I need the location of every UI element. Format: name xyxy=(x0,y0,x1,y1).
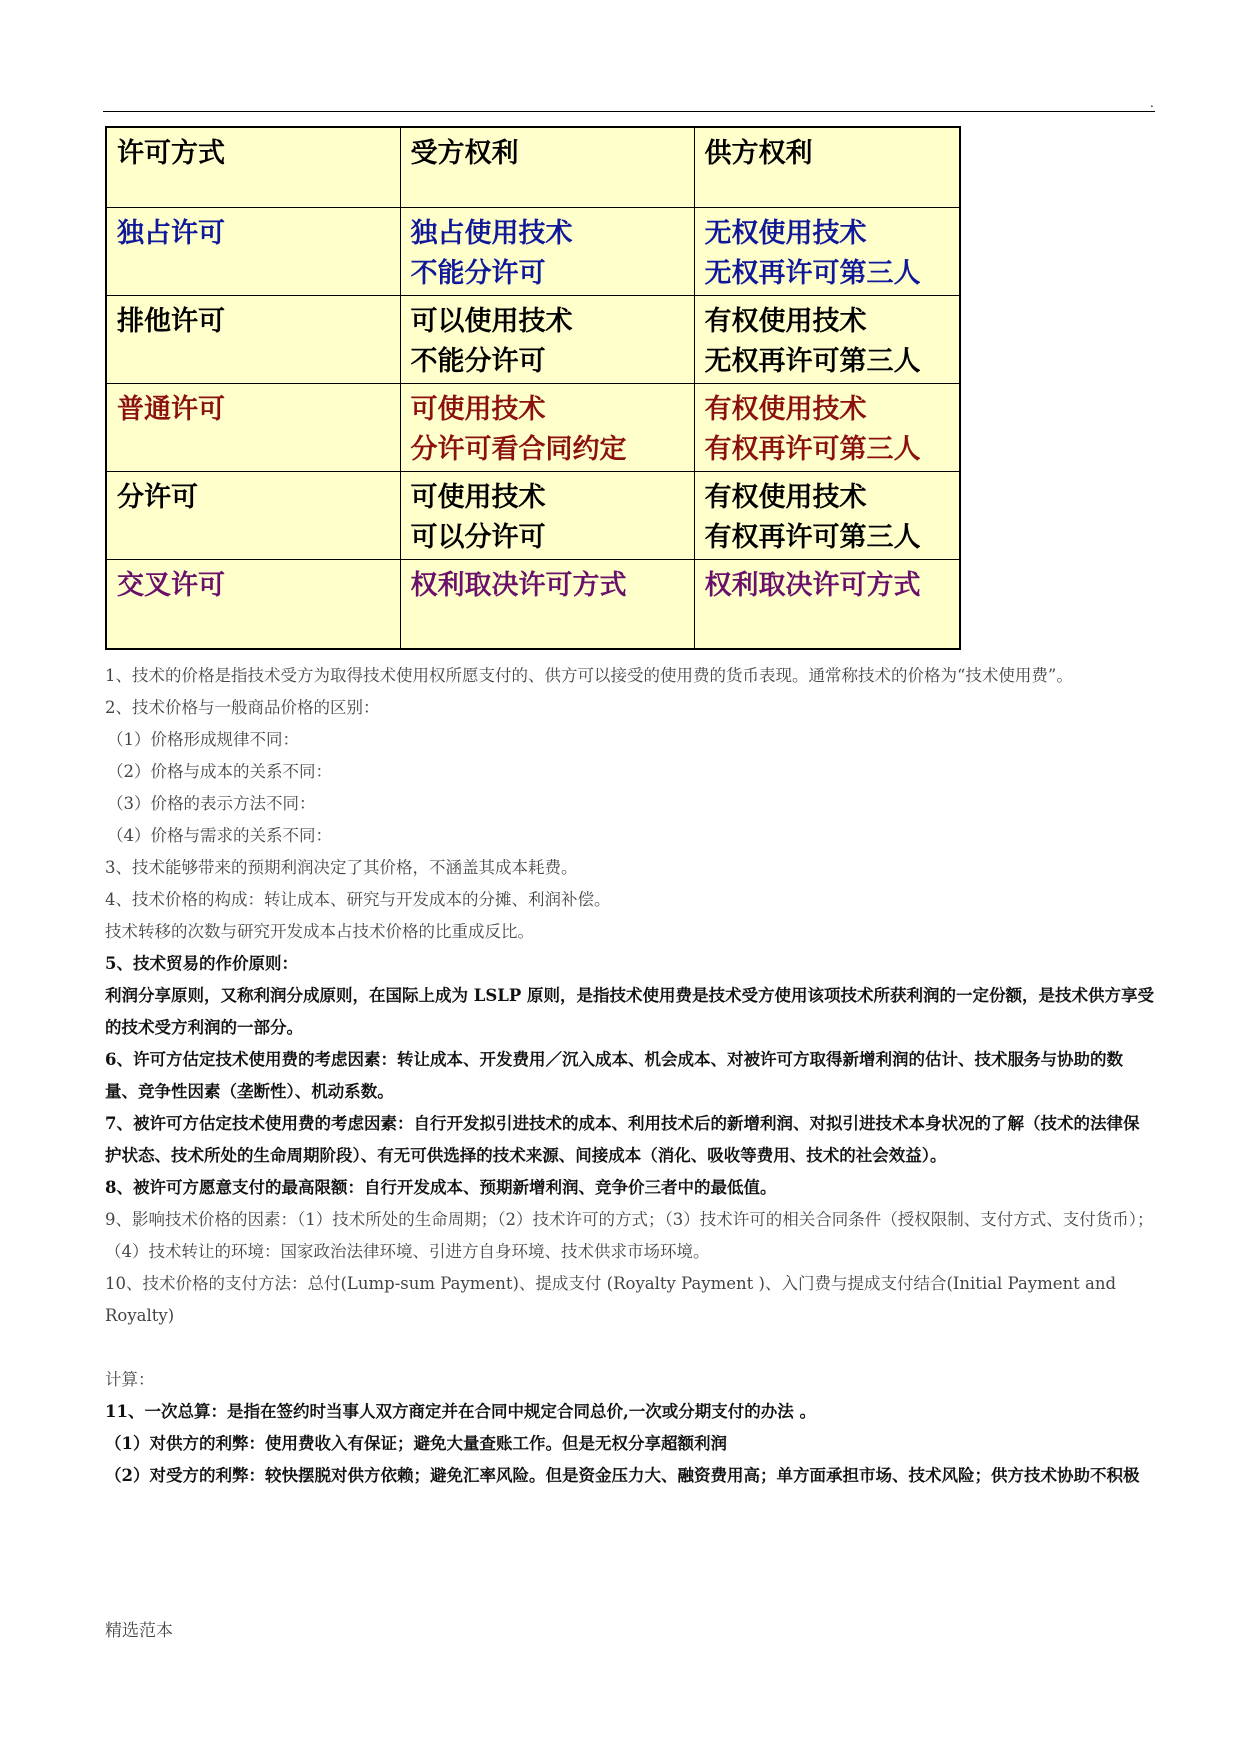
paragraph-4b: 技术转移的次数与研究开发成本占技术价格的比重成反比。 xyxy=(105,922,534,941)
page-footer: 精选范本 xyxy=(105,1621,173,1641)
license-type-cell: 普通许可 xyxy=(106,383,400,471)
license-type-cell: 独占许可 xyxy=(106,207,400,295)
paragraph-1: 1、技术的价格是指技术受方为取得技术使用权所愿支付的、供方可以接受的使用费的货币表现。通常称技术的价格为“技术使用费”。 xyxy=(105,666,1073,685)
corner-mark: . xyxy=(1150,96,1154,110)
calc-heading: 计算： xyxy=(105,1370,155,1389)
supplier-rights-cell: 有权使用技术 无权再许可第三人 xyxy=(694,295,960,383)
header-rule xyxy=(103,111,1155,112)
paragraph-11: 11、一次总算：是指在签约时当事人双方商定并在合同中规定合同总价,一次或分期支付的办法 。 xyxy=(105,1402,816,1421)
header-supplier-rights: 供方权利 xyxy=(694,127,960,207)
license-table xyxy=(105,126,961,650)
paragraph-7: 7、被许可方估定技术使用费的考虑因素：自行开发拟引进技术的成本、利用技术后的新增利润、对拟引进技术本身状况的了解（技术的法律保护状态、技术所处的生命周期阶段）、有无可供选择的技术来源、间接成本（消化、吸收等费用、技术的社会效益）。 xyxy=(105,1114,1140,1165)
supplier-rights-cell: 无权使用技术 无权再许可第三人 xyxy=(694,207,960,295)
paragraph-5b: 利润分享原则，又称利润分成原则，在国际上成为 LSLP 原则，是指技术使用费是技术受方使用该项技术所获利润的一定份额，是技术供方享受的技术受方利润的一部分。 xyxy=(105,986,1155,1037)
license-type-cell: 交叉许可 xyxy=(106,559,400,649)
list-item: （3）价格的表示方法不同： xyxy=(107,794,316,813)
table-row xyxy=(106,207,960,295)
table-header-row xyxy=(106,127,960,207)
body-text xyxy=(105,660,1155,1492)
paragraph-3: 3、技术能够带来的预期利润决定了其价格，不涵盖其成本耗费。 xyxy=(105,858,578,877)
license-type-cell: 排他许可 xyxy=(106,295,400,383)
supplier-rights-cell: 有权使用技术 有权再许可第三人 xyxy=(694,383,960,471)
paragraph-2: 2、技术价格与一般商品价格的区别： xyxy=(105,698,380,717)
table-row xyxy=(106,383,960,471)
paragraph-6: 6、许可方估定技术使用费的考虑因素：转让成本、开发费用／沉入成本、机会成本、对被许可方取得新增利润的估计、技术服务与协助的数量、竞争性因素（垄断性）、机动系数。 xyxy=(105,1050,1123,1101)
paragraph-11b: （2）对受方的利弊：较快摆脱对供方依赖；避免汇率风险。但是资金压力大、融资费用高；单方面承担市场、技术风险；供方技术协助不积极 xyxy=(105,1466,1140,1485)
receiver-rights-cell: 独占使用技术 不能分许可 xyxy=(400,207,694,295)
paragraph-11a: （1）对供方的利弊：使用费收入有保证；避免大量查账工作。但是无权分享超额利润 xyxy=(105,1434,727,1453)
receiver-rights-cell: 可以使用技术 不能分许可 xyxy=(400,295,694,383)
list-item: （1）价格形成规律不同： xyxy=(107,730,299,749)
license-type-cell: 分许可 xyxy=(106,471,400,559)
header-license-type: 许可方式 xyxy=(106,127,400,207)
paragraph-10: 10、技术价格的支付方法：总付(Lump-sum Payment)、提成支付 (Royalty Payment )、入门费与提成支付结合(Initial Payment and Royalty) xyxy=(105,1274,1117,1325)
table-row xyxy=(106,295,960,383)
receiver-rights-cell: 可使用技术 分许可看合同约定 xyxy=(400,383,694,471)
spacer xyxy=(105,1332,1155,1364)
list-item: （4）价格与需求的关系不同： xyxy=(107,826,332,845)
receiver-rights-cell: 权利取决许可方式 xyxy=(400,559,694,649)
paragraph-8: 8、被许可方愿意支付的最高限额：自行开发成本、预期新增利润、竞争价三者中的最低值。 xyxy=(105,1178,777,1197)
list-item: （2）价格与成本的关系不同： xyxy=(107,762,332,781)
table-row xyxy=(106,471,960,559)
table-row xyxy=(106,559,960,649)
receiver-rights-cell: 可使用技术 可以分许可 xyxy=(400,471,694,559)
supplier-rights-cell: 权利取决许可方式 xyxy=(694,559,960,649)
paragraph-4: 4、技术价格的构成：转让成本、研究与开发成本的分摊、利润补偿。 xyxy=(105,890,611,909)
paragraph-9: 9、影响技术价格的因素：（1）技术所处的生命周期；（2）技术许可的方式；（3）技术许可的相关合同条件（授权限制、支付方式、支付货币）；（4）技术转让的环境：国家政治法律环境、引进方自身环境、技术供求市场环境。 xyxy=(105,1210,1154,1261)
header-receiver-rights: 受方权利 xyxy=(400,127,694,207)
supplier-rights-cell: 有权使用技术 有权再许可第三人 xyxy=(694,471,960,559)
paragraph-5: 5、技术贸易的作价原则： xyxy=(105,954,298,973)
